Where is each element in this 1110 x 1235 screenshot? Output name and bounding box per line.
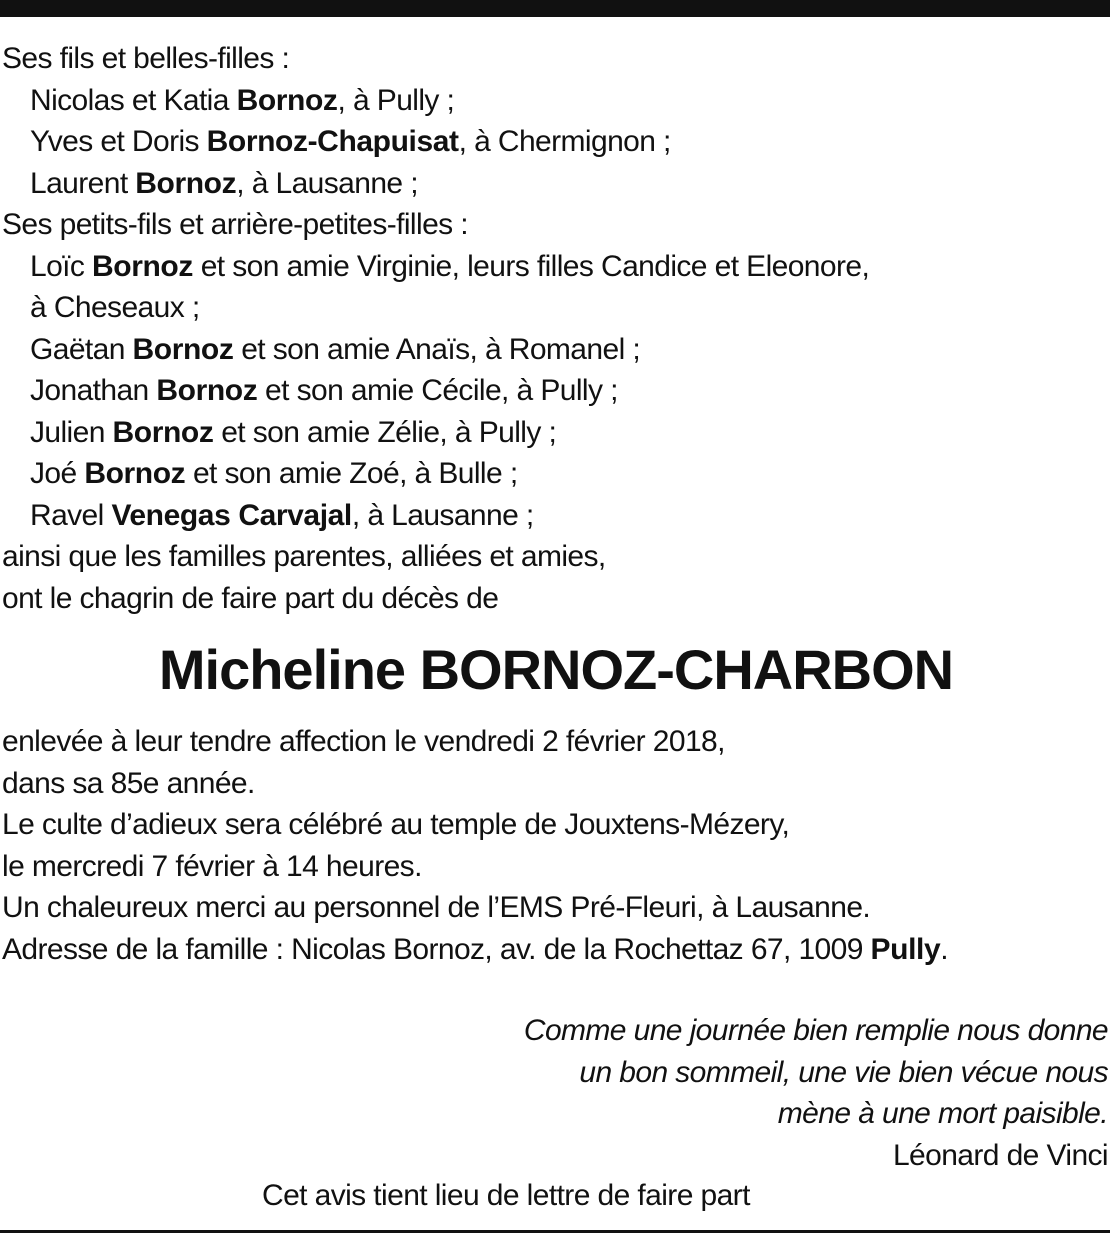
family-line-text: Gaëtan [30, 332, 133, 366]
family-line-text: Joé [30, 457, 85, 490]
family-surname: Bornoz [112, 415, 214, 449]
family-line-text: , à Chermignon ; [458, 125, 671, 158]
bottom-rule [0, 1230, 1110, 1233]
detail-line: dans sa 85e année. [2, 766, 255, 800]
family-line [2, 412, 1106, 454]
quote-block [524, 1010, 1108, 1176]
family-line [2, 121, 1106, 163]
family-surname: Bornoz [92, 249, 193, 283]
quote-line: mène à une mort paisible. [777, 1097, 1108, 1130]
obituary-body [2, 38, 1106, 970]
footer-note: Cet avis tient lieu de lettre de faire part [262, 1179, 750, 1212]
family-line [2, 80, 1106, 122]
family-surname: Bornoz-Chapuisat [206, 125, 459, 158]
family-line-text: et son amie Zoé, à Bulle ; [185, 457, 518, 490]
family-surname: Bornoz [156, 374, 258, 407]
family-line [2, 287, 1106, 329]
family-line [2, 246, 1106, 288]
family-surname: Venegas Carvajal [111, 498, 352, 532]
family-line [2, 329, 1106, 371]
family-line-text: Yves et Doris [30, 125, 207, 158]
address-text: Adresse de la famille : Nicolas Bornoz, av. de la Rochettaz 67, 1009 [2, 932, 871, 966]
family-surname: Bornoz [132, 332, 234, 366]
quote-line: un bon sommeil, une vie bien vécue nous [579, 1055, 1108, 1089]
closing-line: ainsi que les familles parentes, alliées et amies, [2, 540, 606, 573]
family-line-text: et son amie Cécile, à Pully ; [257, 374, 618, 407]
family-line-text: à Cheseaux ; [30, 291, 200, 324]
address-text: . [940, 932, 948, 966]
family-line-text: Nicolas et Katia [30, 83, 237, 117]
family-line-text: Laurent [30, 166, 136, 200]
family-address [2, 929, 1106, 971]
family-line-text: , à Pully ; [337, 83, 455, 117]
detail-line: enlevée à leur tendre affection le vendredi 2 février 2018, [2, 725, 725, 758]
family-line-text: , à Lausanne ; [236, 166, 418, 200]
detail-line: le mercredi 7 février à 14 heures. [2, 849, 422, 883]
family-line-text: Jonathan [30, 374, 157, 407]
family-line-text: et son amie Virginie, leurs filles Candice et Eleonore, [192, 249, 870, 283]
detail-line: Un chaleureux merci au personnel de l’EMS Pré-Fleuri, à Lausanne. [2, 891, 871, 924]
deceased-name: Micheline BORNOZ-CHARBON [158, 638, 954, 701]
family-line-text: et son amie Zélie, à Pully ; [213, 415, 557, 449]
family-line-text: Loïc [30, 249, 93, 283]
family-line-text: Ravel [30, 498, 112, 532]
family-surname: Bornoz [135, 166, 237, 200]
family-line [2, 453, 1106, 495]
top-rule [0, 0, 1110, 17]
family-line [2, 370, 1106, 412]
family-line-text: et son amie Anaïs, à Romanel ; [233, 332, 641, 366]
family-line-text: , à Lausanne ; [351, 498, 534, 532]
address-city: Pully [870, 932, 941, 966]
quote-author: Léonard de Vinci [892, 1138, 1108, 1172]
closing-line: ont le chagrin de faire part du décès de [2, 581, 499, 615]
family-surname: Bornoz [236, 83, 338, 117]
family-surname: Bornoz [84, 457, 186, 490]
family-line-text: Julien [30, 415, 113, 449]
family-line [2, 163, 1106, 205]
sons-heading: Ses fils et belles-filles : [2, 42, 290, 75]
grandchildren-heading: Ses petits-fils et arrière-petites-filles : [2, 208, 469, 241]
detail-line: Le culte d’adieux sera célébré au temple de Jouxtens-Mézery, [2, 808, 790, 841]
quote-line: Comme une journée bien remplie nous donne [523, 1014, 1108, 1047]
family-line [2, 495, 1106, 537]
